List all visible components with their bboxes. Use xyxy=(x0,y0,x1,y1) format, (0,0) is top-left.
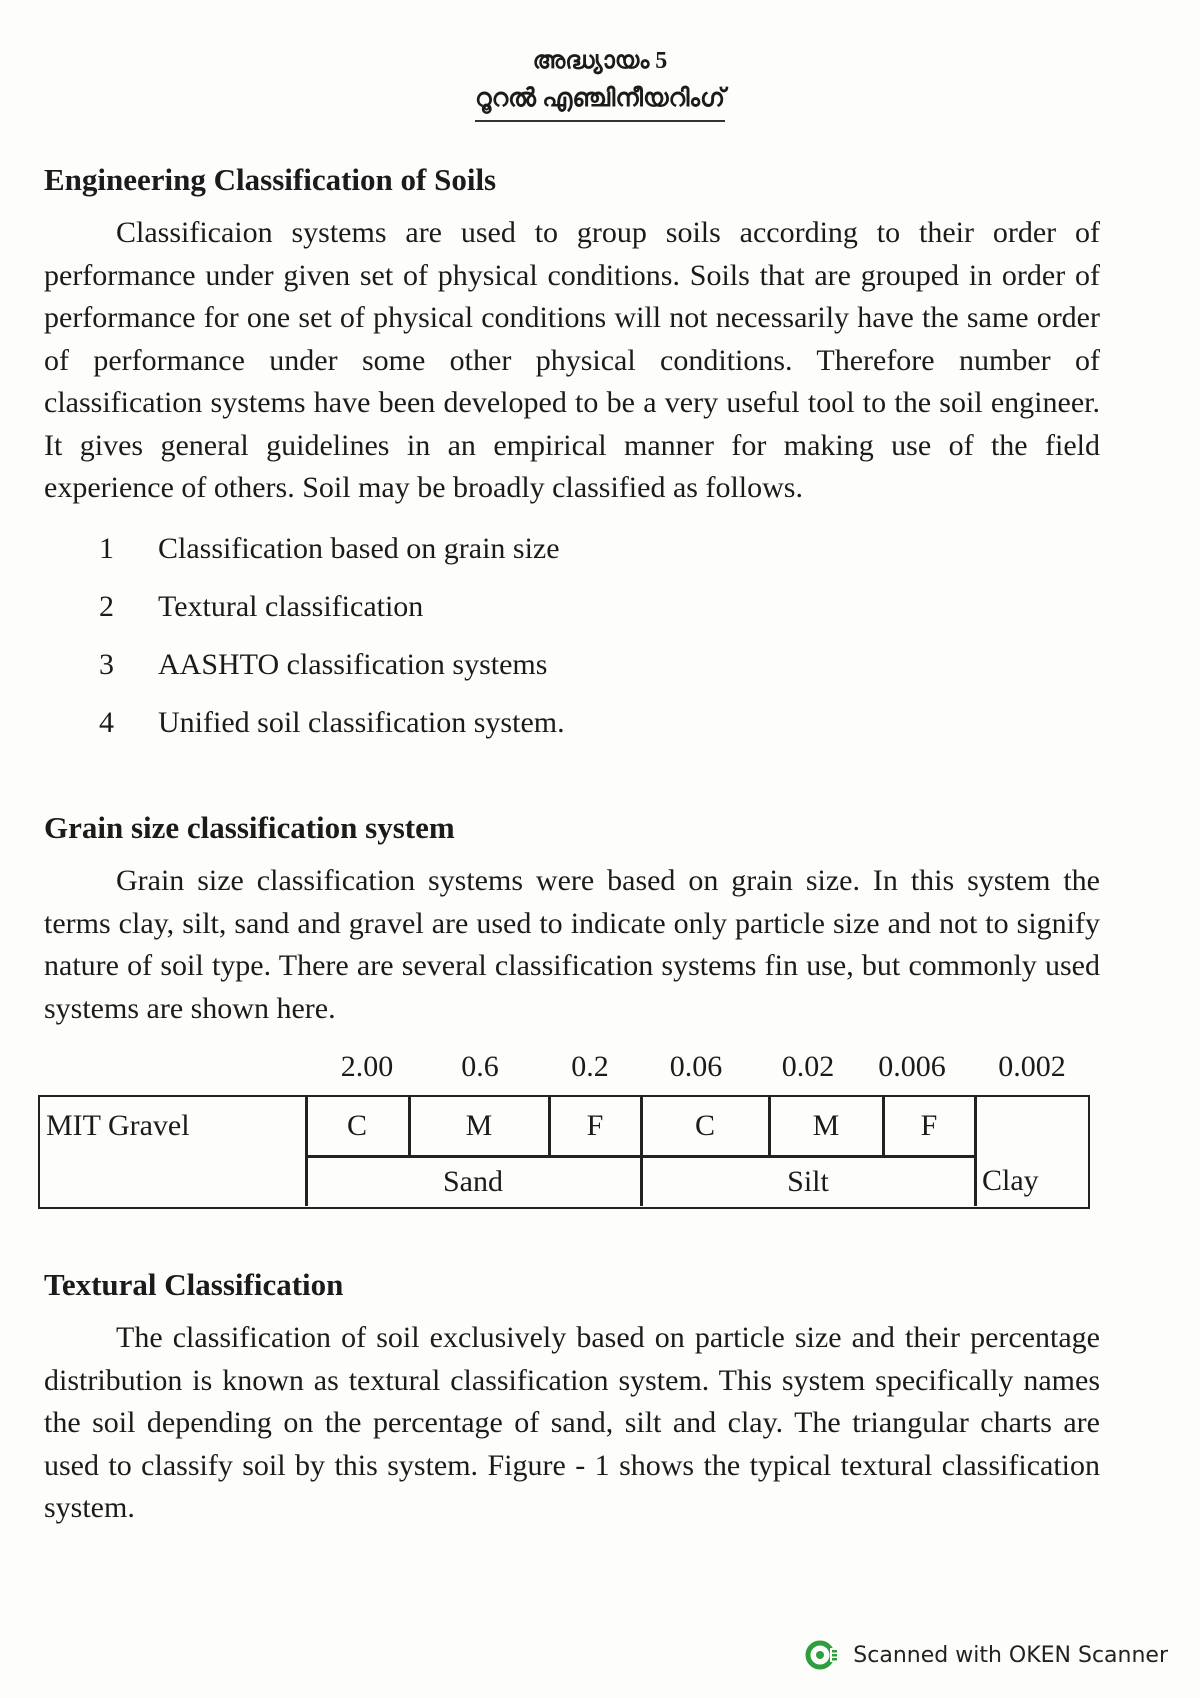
silt-group-cell: Silt xyxy=(787,1164,829,1198)
list-item-text: AASHTO classification systems xyxy=(158,647,548,681)
scanner-watermark xyxy=(805,1638,1168,1672)
subject-label: റൂറൽ എഞ്ചിനീയറിംഗ് xyxy=(475,80,725,122)
list-item-number: 2 xyxy=(99,589,114,623)
grain-size-ticks xyxy=(0,1047,1200,1087)
list-item xyxy=(44,578,1100,636)
grain-size-table xyxy=(38,1095,1090,1209)
tick-label: 0.6 xyxy=(461,1050,499,1083)
section-title: Grain size classification system xyxy=(44,810,455,845)
section-engineering-classification xyxy=(44,160,1100,752)
list-item xyxy=(44,520,1100,578)
silt-coarse-cell: C xyxy=(694,1109,715,1142)
chapter-label: അദ്ധ്യായം 5 xyxy=(532,48,668,74)
clay-cell: Clay xyxy=(982,1163,1039,1197)
section-paragraph: The classification of soil exclusively based on particle size and their percentage distribution is known as textural classification system. This system specifically names the soil depending on the percentage of sand, silt and clay. The triangular charts are used to classify soil by this system. Figure - 1 shows the typical textural classification system. xyxy=(44,1321,1100,1524)
tick-label: 0.2 xyxy=(571,1050,609,1083)
section-title: Engineering Classification of Soils xyxy=(44,162,497,197)
page-header xyxy=(0,42,1200,122)
tick-label: 0.006 xyxy=(878,1050,946,1083)
sand-medium-cell: M xyxy=(465,1109,493,1142)
tick-label: 0.02 xyxy=(781,1050,835,1083)
list-item xyxy=(44,636,1100,694)
section-grain-size xyxy=(44,808,1100,1030)
section-paragraph: Classificaion systems are used to group soils according to their order of performance under given set of physical conditions. Soils that are grouped in order of performance for one set of physical conditions will not necessarily have the same order of performance under some other physical conditions. Therefore number of classification systems have been developed to be a very useful tool to the soil engineer. It gives general guidelines in an empirical manner for making use of the field experience of others. Soil may be broadly classified as follows. xyxy=(44,216,1100,504)
sand-coarse-cell: C xyxy=(346,1109,367,1142)
silt-medium-cell: M xyxy=(812,1109,840,1142)
list-item-number: 1 xyxy=(99,531,114,565)
row-label-mit-gravel: MIT Gravel xyxy=(46,1109,190,1142)
scanner-text: Scanned with OKEN Scanner xyxy=(853,1642,1168,1668)
sand-fine-cell: F xyxy=(586,1109,604,1142)
tick-label: 0.06 xyxy=(669,1050,723,1083)
sand-group-cell: Sand xyxy=(443,1164,503,1198)
section-paragraph: Grain size classification systems were based on grain size. In this system the terms clay, silt, sand and gravel are used to indicate only particle size and not to signify nature of soil type. There are several classification systems fin use, but commonly used systems are shown here. xyxy=(44,864,1100,1025)
tick-label: 2.00 xyxy=(340,1050,394,1083)
oken-scanner-logo-icon xyxy=(805,1638,839,1672)
list-item-text: Unified soil classification system. xyxy=(158,705,565,739)
silt-fine-cell: F xyxy=(920,1109,938,1142)
section-textural-classification xyxy=(44,1265,1100,1530)
section-title: Textural Classification xyxy=(44,1267,344,1302)
tick-label: 0.002 xyxy=(998,1050,1066,1083)
list-item xyxy=(44,694,1100,752)
list-item-number: 3 xyxy=(99,647,114,681)
list-item-number: 4 xyxy=(99,705,114,739)
classification-list xyxy=(44,520,1100,752)
list-item-text: Textural classification xyxy=(158,589,424,623)
list-item-text: Classification based on grain size xyxy=(158,531,560,565)
